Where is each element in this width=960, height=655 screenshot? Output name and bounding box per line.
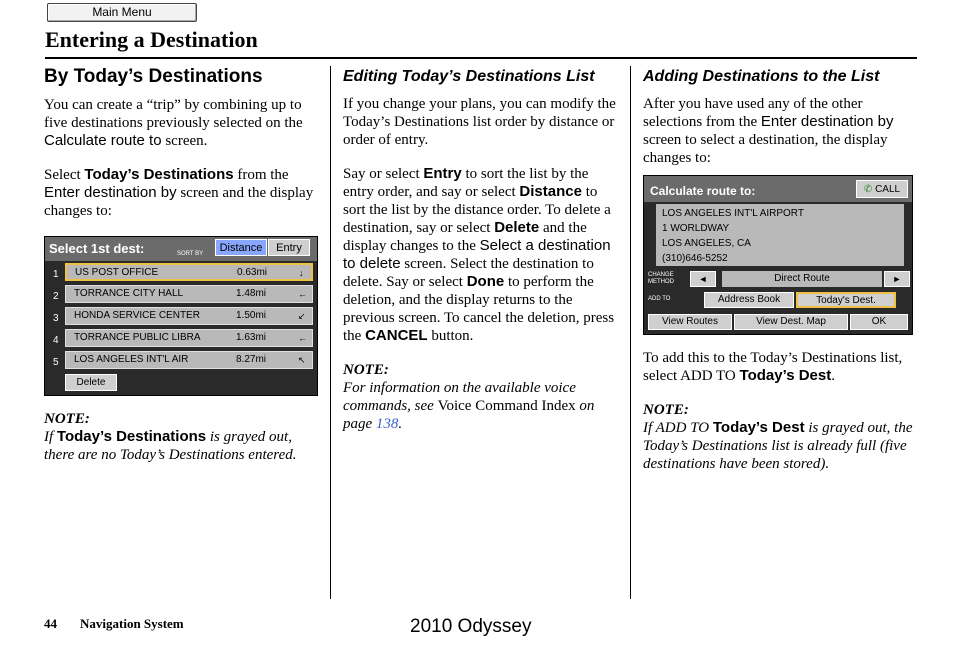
ok-button[interactable]: OK [850, 314, 908, 330]
page-title: Entering a Destination [45, 27, 258, 52]
dest-name: HONDA SERVICE CENTER [74, 310, 200, 321]
note-block: NOTE: If ADD TO Today’s Dest is grayed out, the Today’s Destinations list is already full (five destinations have been stored). [643, 402, 913, 472]
destination-address: LOS ANGELES INT'L AIRPORT 1 WORLDWAY LOS ANGELES, CA (310)646-5252 [656, 204, 904, 266]
direction-arrow-icon: ↙ [298, 311, 306, 321]
dest-distance: 1.50mi [236, 310, 267, 321]
column-adding-destinations [643, 66, 918, 473]
dest-distance: 1.48mi [236, 288, 267, 299]
paragraph-change-plans: If you change your plans, you can modify the Today’s Destinations list order by distance or order of entry. [343, 96, 616, 148]
dest-row[interactable] [65, 351, 313, 369]
screen-header [45, 237, 317, 261]
header-rule [45, 57, 917, 59]
change-method-label: CHANGE METHOD [648, 272, 674, 285]
term-todays-destinations: Today’s Destinations [84, 166, 234, 183]
paragraph-add-to: To add this to the Today’s Destinations list, select ADD TO Today’s Dest. [643, 350, 903, 384]
paragraph-sort-delete: Say or select Entry to sort the list by the entry order, and say or select Distance to sort the list by the distance order. To delete a destination, say or select Delete and the display changes to the Select a destination to delete screen. Select the destination to delete. Say or select Done to perform the deletion, and the display returns to the previous screen. To cancel the deletion, press the CANCEL button. [343, 165, 615, 344]
note-label: NOTE: [44, 411, 90, 427]
dest-row[interactable] [65, 329, 313, 347]
column-editing-list [343, 66, 618, 433]
term-enter-destination-by: Enter destination by [44, 184, 177, 201]
dest-row[interactable] [65, 307, 313, 325]
address-book-button[interactable]: Address Book [704, 292, 794, 308]
screen-title: Calculate route to: [650, 184, 756, 198]
route-method-value: Direct Route [722, 271, 882, 287]
watermark: 2010 Odyssey [410, 616, 532, 637]
direction-arrow-icon: ← [298, 333, 307, 343]
dest-row[interactable] [65, 285, 313, 303]
entry-button[interactable]: Entry [268, 239, 310, 256]
dest-row[interactable] [65, 263, 313, 281]
dest-distance: 1.63mi [236, 332, 267, 343]
row-index: 1 [53, 269, 59, 280]
footer-section-title: Navigation System [80, 616, 184, 631]
dest-name: TORRANCE PUBLIC LIBRA [74, 332, 201, 343]
sort-by-label: SORT BY [177, 251, 204, 257]
direction-arrow-icon: ↖ [298, 355, 306, 365]
delete-button[interactable]: Delete [65, 374, 117, 391]
direction-arrow-icon: ← [298, 289, 307, 299]
direction-arrow-icon: ↓ [299, 268, 304, 278]
view-dest-map-button[interactable]: View Dest. Map [734, 314, 848, 330]
row-index: 5 [53, 357, 59, 368]
note-block: NOTE: For information on the available voice commands, see Voice Command Index on page 138. [343, 362, 595, 432]
section-heading: Editing Today’s Destinations List [343, 68, 595, 85]
row-index: 3 [53, 313, 59, 324]
main-menu-button[interactable]: Main Menu [47, 3, 197, 22]
add-to-label: ADD TO [648, 296, 671, 302]
dest-name: LOS ANGELES INT'L AIR [74, 354, 189, 365]
page-number: 44 [44, 616, 57, 631]
view-routes-button[interactable]: View Routes [648, 314, 732, 330]
paragraph-intro: You can create a “trip” by combining up to five destinations previously selected on the Calculate route to screen. [44, 97, 303, 149]
column-divider-1 [330, 66, 331, 599]
column-todays-destinations [44, 66, 319, 464]
row-index: 4 [53, 335, 59, 346]
paragraph-select: Select Today’s Destinations from the Enter destination by screen and the display changes to: [44, 166, 314, 219]
dest-distance: 8.27mi [236, 354, 267, 365]
route-prev-button[interactable]: ◄ [690, 271, 716, 287]
dest-name: US POST OFFICE [75, 267, 159, 278]
section-heading: By Today’s Destinations [44, 66, 263, 87]
select-dest-screen [44, 236, 318, 396]
row-index: 2 [53, 291, 59, 302]
todays-dest-button[interactable]: Today's Dest. [796, 292, 896, 308]
distance-button[interactable]: Distance [215, 239, 267, 256]
dest-distance: 0.63mi [237, 267, 268, 278]
note-block: NOTE: If Today’s Destinations is grayed out, there are no Today’s Destinations entered. [44, 411, 297, 463]
term-calculate-route: Calculate route to [44, 132, 162, 149]
phone-icon: ✆ [863, 184, 873, 195]
dest-name: TORRANCE CITY HALL [74, 288, 184, 299]
route-next-button[interactable]: ► [884, 271, 910, 287]
call-button[interactable]: ✆ CALL [856, 180, 908, 198]
page-link[interactable]: 138 [375, 416, 399, 432]
column-divider-2 [630, 66, 631, 599]
screen-header [644, 176, 912, 202]
note-label: NOTE: [643, 402, 689, 418]
section-heading: Adding Destinations to the List [643, 68, 880, 85]
calculate-route-screen [643, 175, 913, 335]
note-label: NOTE: [343, 362, 389, 378]
paragraph-after-used: After you have used any of the other selections from the Enter destination by screen to select a destination, the display changes to: [643, 96, 894, 166]
screen-title: Select 1st dest: [49, 241, 145, 256]
